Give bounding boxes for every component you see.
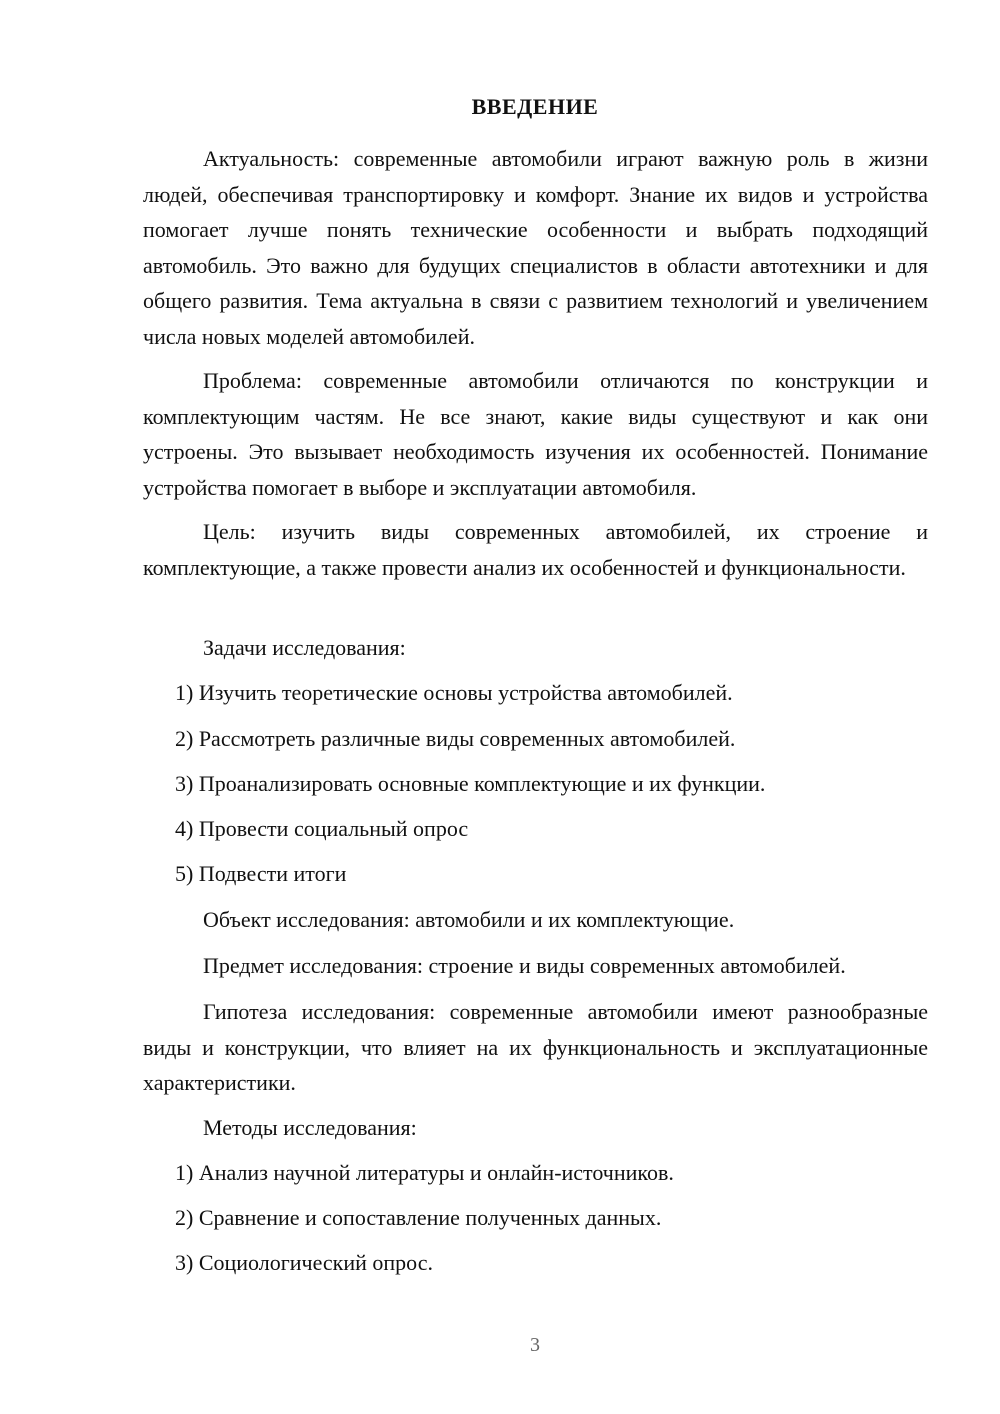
problem-paragraph: Проблема: современные автомобили отличаются по конструкции и комплектующим частям. Не все знают, какие виды существуют и как они устроены. Это вызывает необходимость изучения их особенностей. Понимание устройства помогает в выборе и эксплуатации автомобиля. bbox=[143, 368, 928, 500]
methods-heading: Методы исследования: bbox=[203, 1115, 417, 1140]
hypothesis-paragraph: Гипотеза исследования: современные автомобили имеют разнообразные виды и конструкции, что влияет на их функциональность и эксплуатационные характеристики. bbox=[143, 999, 928, 1095]
method-item: 2) Сравнение и сопоставление полученных данных. bbox=[175, 1205, 662, 1230]
tasks-heading: Задачи исследования: bbox=[203, 635, 406, 660]
task-item: 5) Подвести итоги bbox=[175, 861, 347, 886]
task-item: 2) Рассмотреть различные виды современных автомобилей. bbox=[175, 726, 736, 751]
object-paragraph: Объект исследования: автомобили и их комплектующие. bbox=[203, 907, 735, 932]
method-item: 1) Анализ научной литературы и онлайн-источников. bbox=[175, 1160, 674, 1185]
method-item: 3) Социологический опрос. bbox=[175, 1250, 433, 1275]
task-item: 3) Проанализировать основные комплектующие и их функции. bbox=[175, 771, 766, 796]
relevance-paragraph: Актуальность: современные автомобили играют важную роль в жизни людей, обеспечивая транспортировку и комфорт. Знание их видов и устройства помогает лучше понять технические особенности и выбрать подходящий автомобиль. Это важно для будущих специалистов в области автотехники и для общего развития. Тема актуальна в связи с развитием технологий и увеличением числа новых моделей автомобилей. bbox=[143, 146, 928, 349]
subject-paragraph: Предмет исследования: строение и виды современных автомобилей. bbox=[203, 953, 846, 978]
task-item: 1) Изучить теоретические основы устройства автомобилей. bbox=[175, 680, 733, 705]
task-item: 4) Провести социальный опрос bbox=[175, 816, 469, 841]
goal-paragraph: Цель: изучить виды современных автомобилей, их строение и комплектующие, а также провести анализ их особенностей и функциональности. bbox=[143, 519, 928, 580]
page-title: ВВЕДЕНИЕ bbox=[471, 94, 599, 119]
page-number: 3 bbox=[530, 1334, 540, 1356]
